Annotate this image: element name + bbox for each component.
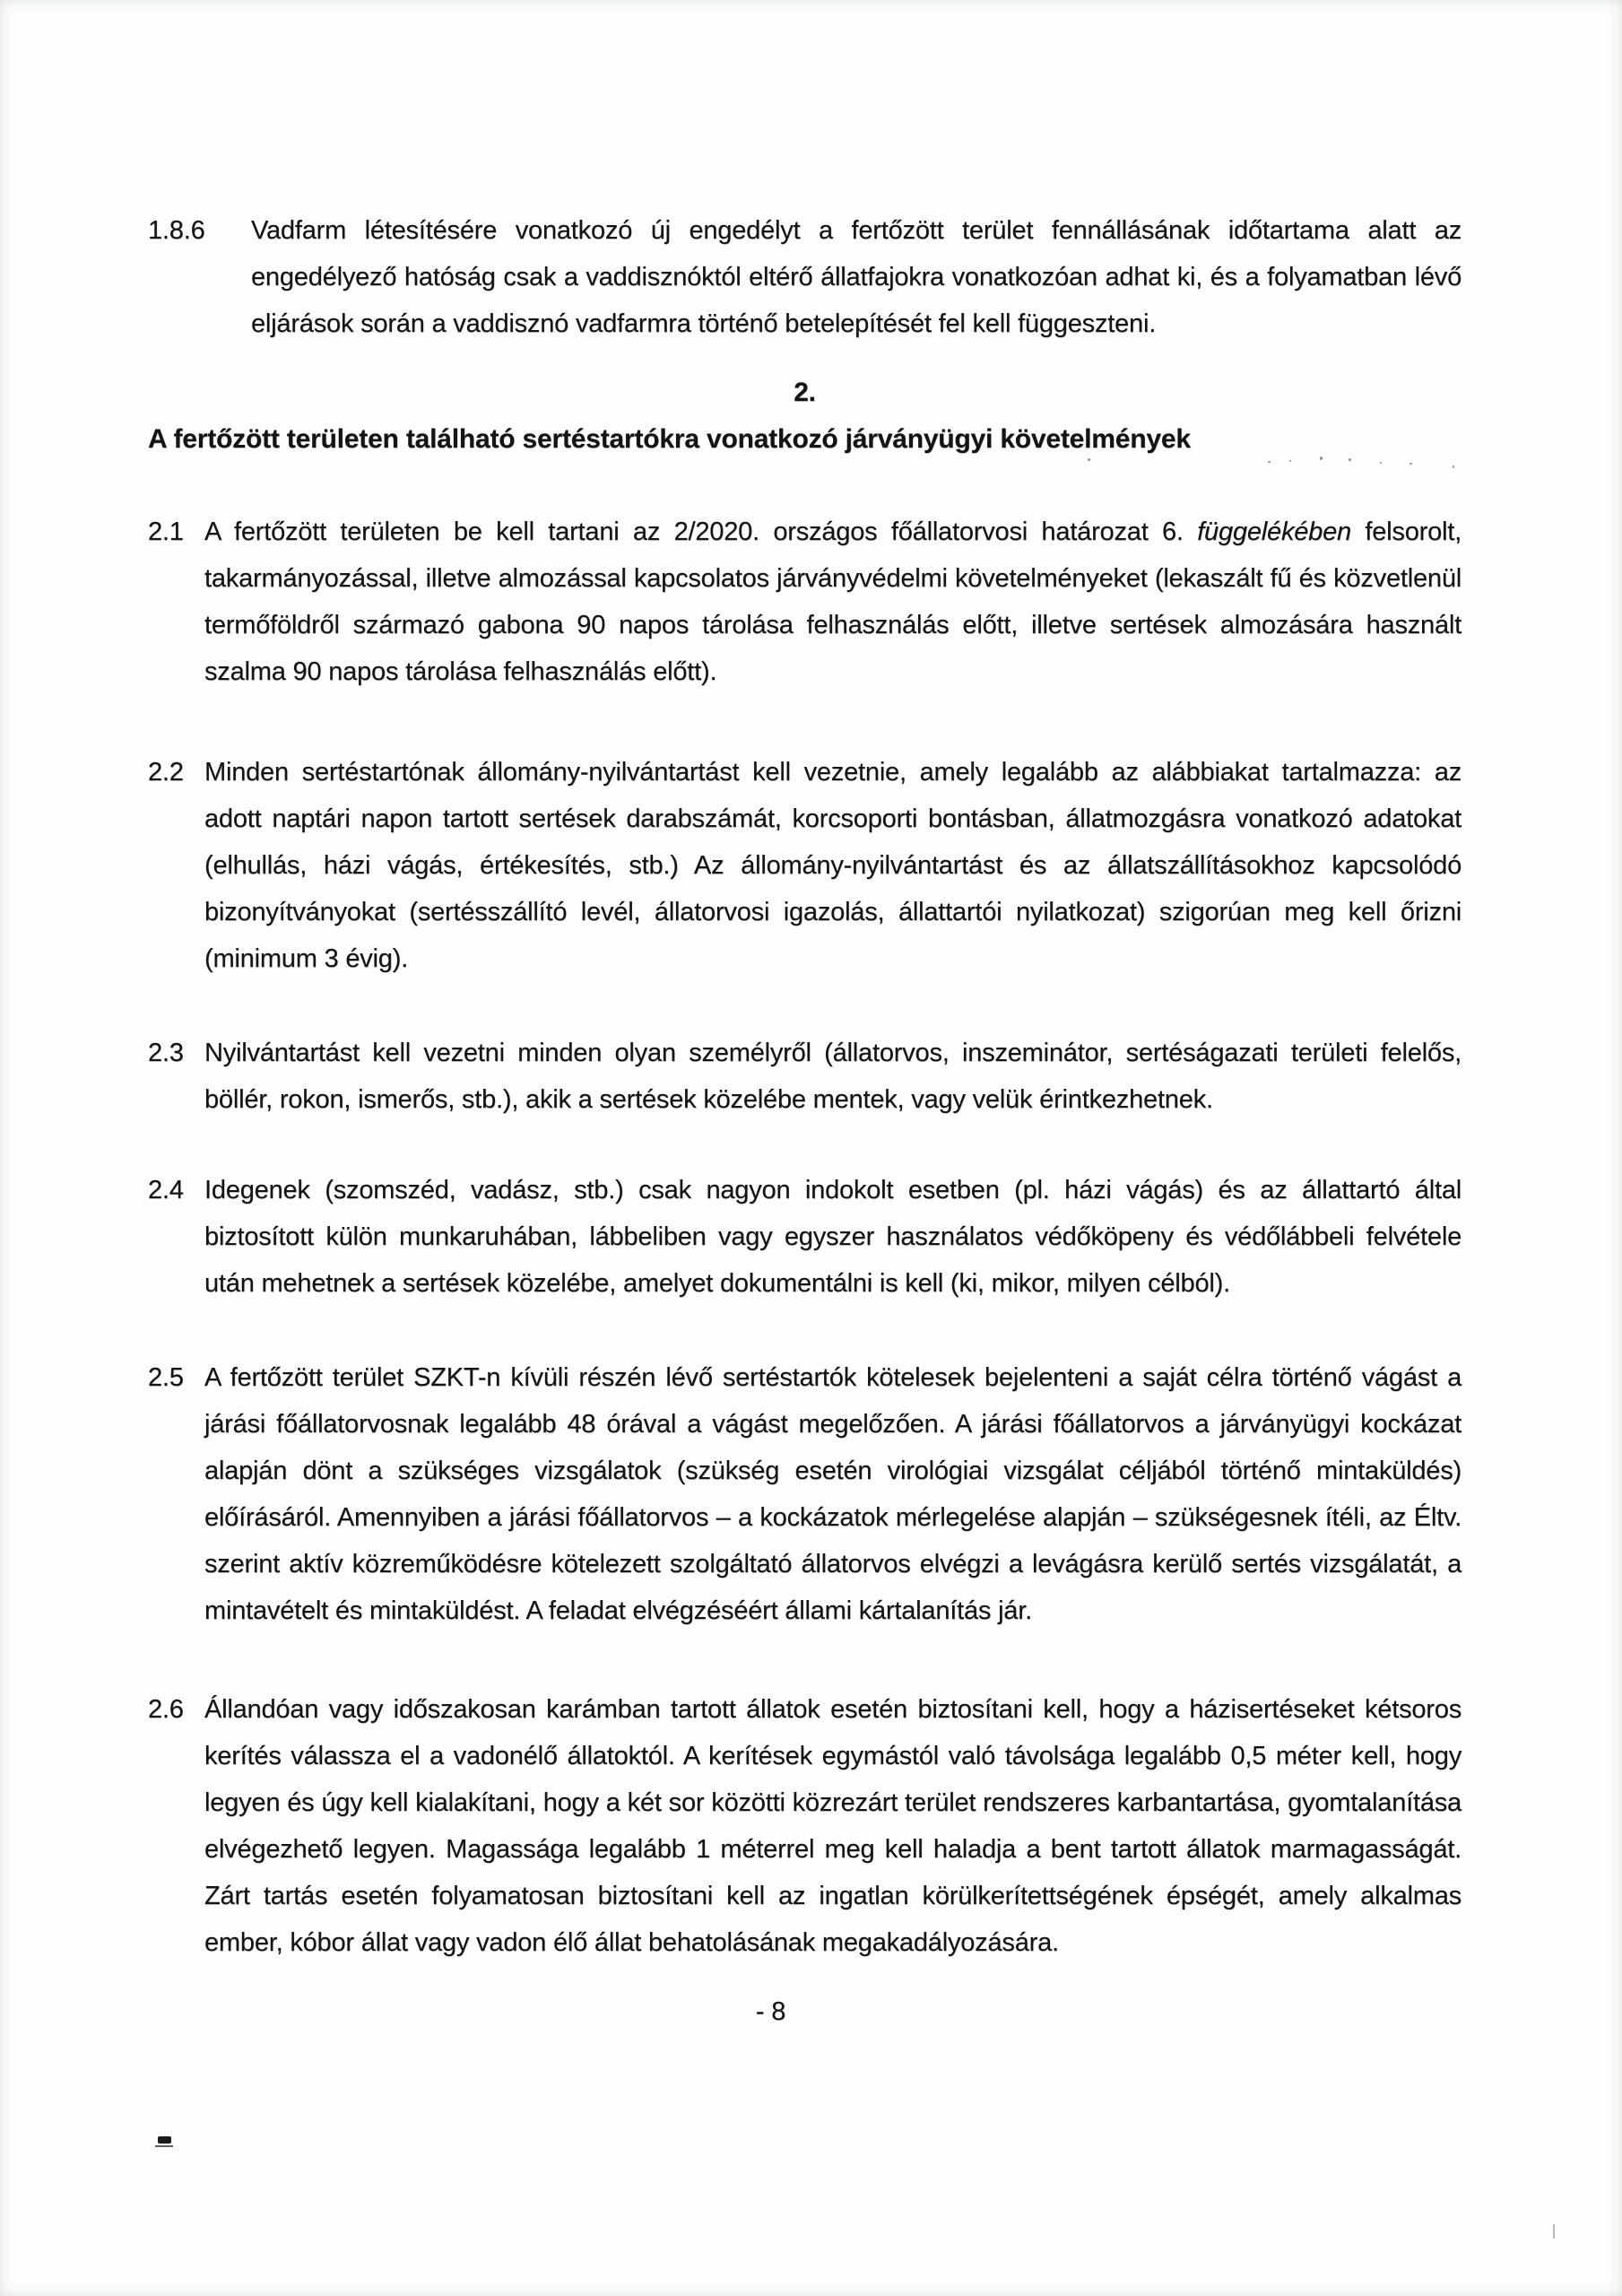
section-1-8-6 [148,207,1462,347]
paragraph-text: A fertőzött területen be kell tartani az 2/2020. országos főállatorvosi határozat 6. [204,517,1198,546]
section-2-2 [148,749,1462,982]
scan-edge-tick [1553,2224,1555,2239]
scan-ink-mark-underline [155,2145,173,2147]
page-number: - 8 [755,1997,786,2026]
section-number: 2.6 [148,1695,184,1724]
scan-speckle [1320,457,1323,460]
scan-speckle [1409,463,1412,465]
chapter-title: A fertőzött területen található sertéstartókra vonatkozó járványügyi követelmények [148,424,1191,454]
chapter-number: 2. [794,378,816,407]
paragraph-text: felsorolt, takarmányozással, illetve almozással kapcsolatos járványvédelmi követelményeket (lekaszált fű és közvetlenül termőföldről származó gabona 90 napos tárolása felhasználás előtt, illetve sertések almozására használt szalma 90 napos tárolása felhasználás előtt). [204,517,1462,686]
section-2-3 [148,1030,1462,1123]
section-paragraph: A fertőzött terület SZKT-n kívüli részén lévő sertéstartók kötelesek bejelenteni a saját célra történő vágást a járási főállatorvosnak legalább 48 órával a vágást megelőzően. A járási főállatorvos a járványügyi kockázat alapján dönt a szükséges vizsgálatok (szükség esetén virológiai vizsgálat céljából történő mintaküldés) előírásáról. Amennyiben a járási főállatorvos – a kockázatok mérlegelése alapján – szükségesnek ítéli, az Éltv. szerint aktív közreműködésre kötelezett szolgáltató állatorvos elvégzi a levágásra kerülő sertés vizsgálatát, a mintavételt és mintaküldést. A feladat elvégzéséért állami kártalanítás jár. [204,1363,1462,1625]
scan-ink-mark [158,2136,171,2144]
section-number: 2.3 [148,1039,184,1067]
scan-speckle [1453,465,1454,468]
italic-word: függelékében [1197,517,1351,546]
scan-speckle [1380,462,1382,464]
section-number: 2.5 [148,1363,184,1392]
section-paragraph: Idegenek (szomszéd, vadász, stb.) csak nagyon indokolt esetben (pl. házi vágás) és az állattartó által biztosított külön munkaruhában, lábbeliben vagy egyszer használatos védőköpeny és védőlábbeli felvétele után mehetnek a sertések közelébe, amelyet dokumentálni is kell (ki, mikor, milyen célból). [204,1176,1462,1298]
scan-speckle [1349,458,1351,461]
section-2-5 [148,1354,1462,1634]
section-number: 2.4 [148,1176,184,1205]
section-2-6 [148,1686,1462,1966]
section-paragraph: Minden sertéstartónak állomány-nyilvántartást kell vezetnie, amely legalább az alábbiakat tartalmazza: az adott naptári napon tartott sertések darabszámát, korcsoporti bontásban, állatmozgásra vonatkozó adatokat (elhullás, házi vágás, értékesítés, stb.) Az állomány-nyilvántartást és az állatszállításokhoz kapcsolódó bizonyítványokat (sertésszállító levél, állatorvosi igazolás, állattartói nyilatkozat) szigorúan meg kell őrizni (minimum 3 évig). [204,758,1462,973]
section-2-4 [148,1167,1462,1307]
scan-speckle [1268,461,1271,463]
section-paragraph: Nyilvántartást kell vezetni minden olyan személyről (állatorvos, inszeminátor, sertéságazati területi felelős, böllér, rokon, ismerős, stb.), akik a sertések közelébe mentek, vagy velük érintkezhetnek. [204,1039,1462,1114]
scan-speckle [1289,460,1291,462]
section-number: 2.2 [148,758,184,787]
scan-speckle [1088,458,1090,461]
section-number: 2.1 [148,517,184,546]
section-number: 1.8.6 [148,216,205,245]
section-2-1 [148,509,1462,695]
section-paragraph [204,509,1462,695]
section-paragraph: Állandóan vagy időszakosan karámban tartott állatok esetén biztosítani kell, hogy a házisertéseket kétsoros kerítés válassza el a vadonélő állatoktól. A kerítések egymástól való távolsága legalább 0,5 méter kell, hogy legyen és úgy kell kialakítani, hogy a két sor közötti közrezárt terület rendszeres karbantartása, gyomtalanítása elvégezhető legyen. Magassága legalább 1 méterrel meg kell haladja a bent tartott állatok marmagasságát. Zárt tartás esetén folyamatosan biztosítani kell az ingatlan körülkerítettségének épségét, amely alkalmas ember, kóbor állat vagy vadon élő állat behatolásának megakadályozására. [204,1695,1462,1957]
section-paragraph: Vadfarm létesítésére vonatkozó új engedélyt a fertőzött terület fennállásának időtartama alatt az engedélyező hatóság csak a vaddisznóktól eltérő állatfajokra vonatkozóan adhat ki, és a folyamatban lévő eljárások során a vaddisznó vadfarmra történő betelepítését fel kell függeszteni. [251,216,1462,338]
